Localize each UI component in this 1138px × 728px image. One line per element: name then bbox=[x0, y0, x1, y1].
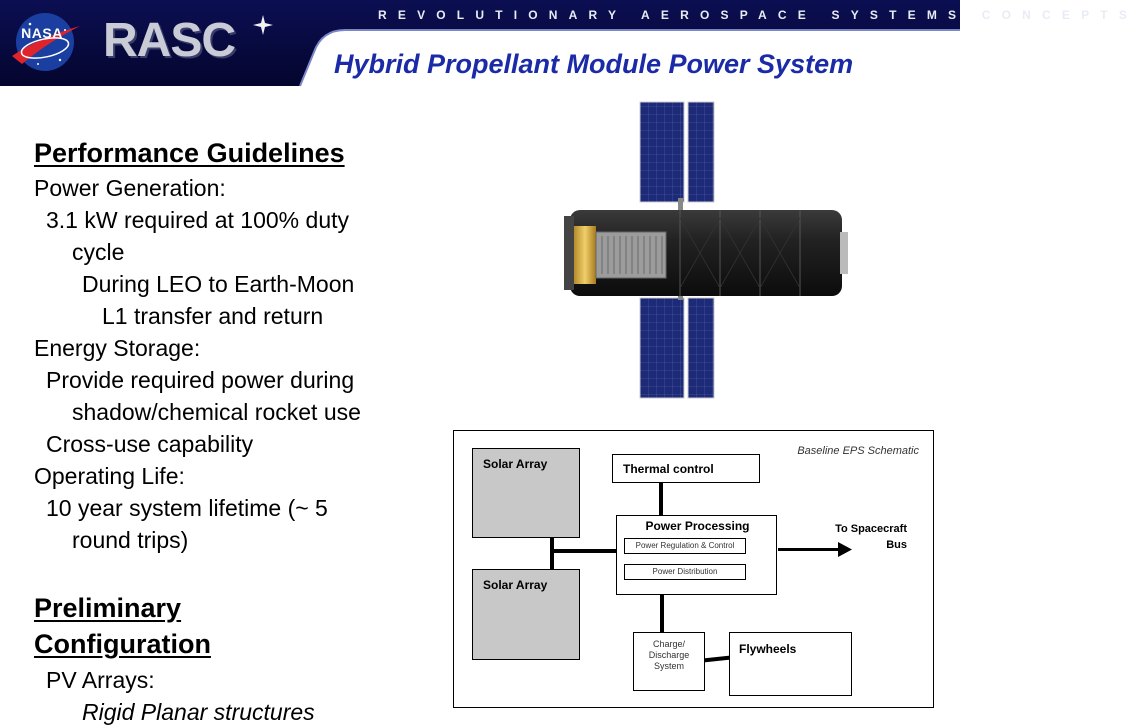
charge-discharge-box bbox=[633, 632, 705, 691]
configuration-heading-line-1: Preliminary bbox=[34, 593, 182, 623]
wire bbox=[550, 549, 616, 553]
text-line: round trips) bbox=[72, 527, 189, 553]
wire bbox=[659, 483, 663, 518]
flywheels-label: Flywheels bbox=[739, 642, 797, 656]
power-regulation-box: Power Regulation & Control bbox=[624, 538, 746, 554]
banner-tagline: REVOLUTIONARY AEROSPACE SYSTEMS CONCEPTS bbox=[378, 8, 1138, 22]
nasa-logo-text: NASA bbox=[21, 25, 63, 41]
solar-array-top-label: Solar Array bbox=[483, 457, 548, 471]
wire bbox=[660, 595, 664, 633]
charge-discharge-label-line: Discharge bbox=[648, 650, 690, 660]
configuration-heading-line-2: Configuration bbox=[34, 629, 211, 659]
text-line: PV Arrays: bbox=[46, 667, 155, 693]
text-line: cycle bbox=[72, 239, 125, 265]
text-line: L1 transfer and return bbox=[102, 303, 324, 329]
performance-heading: Performance Guidelines bbox=[34, 138, 345, 168]
rasc-logo: RASC bbox=[103, 14, 236, 67]
wire bbox=[704, 656, 730, 663]
text-line: Power Generation: bbox=[34, 175, 226, 201]
power-distribution-box: Power Distribution bbox=[624, 564, 746, 580]
solar-array-bottom-label: Solar Array bbox=[483, 578, 548, 592]
text-line: Provide required power during bbox=[46, 367, 355, 393]
charge-discharge-label-line: System bbox=[653, 661, 684, 671]
schematic-caption: Baseline EPS Schematic bbox=[797, 445, 919, 457]
text-line: Operating Life: bbox=[34, 463, 185, 489]
text-line: Cross-use capability bbox=[46, 431, 254, 457]
solar-array-bottom bbox=[472, 569, 580, 660]
spacecraft-illustration bbox=[560, 98, 852, 400]
text-line: Rigid Planar structures bbox=[82, 699, 315, 725]
header-banner bbox=[0, 0, 1138, 92]
page-title: Hybrid Propellant Module Power System bbox=[334, 49, 854, 79]
text-line: During LEO to Earth-Moon bbox=[82, 271, 355, 297]
wire bbox=[550, 537, 554, 571]
text-line: 3.1 kW required at 100% duty bbox=[46, 207, 349, 233]
charge-discharge-label-line: Charge/ bbox=[652, 639, 686, 649]
flywheels-box bbox=[729, 632, 852, 696]
text-line: 10 year system lifetime (~ 5 bbox=[46, 495, 328, 521]
to-spacecraft-label-line: Bus bbox=[886, 539, 907, 551]
text-line: Energy Storage: bbox=[34, 335, 201, 361]
power-processing-label: Power Processing bbox=[645, 519, 750, 533]
nasa-logo-icon bbox=[8, 8, 84, 76]
thermal-control-box bbox=[612, 454, 760, 483]
star-icon bbox=[252, 14, 274, 36]
to-spacecraft-label-line: To Spacecraft bbox=[835, 523, 907, 535]
power-processing-box bbox=[616, 515, 777, 595]
thermal-control-label: Thermal control bbox=[623, 462, 714, 476]
text-line: shadow/chemical rocket use bbox=[72, 399, 361, 425]
to-spacecraft-bus-label bbox=[788, 521, 907, 553]
eps-schematic bbox=[453, 430, 934, 708]
solar-array-top bbox=[472, 448, 580, 538]
